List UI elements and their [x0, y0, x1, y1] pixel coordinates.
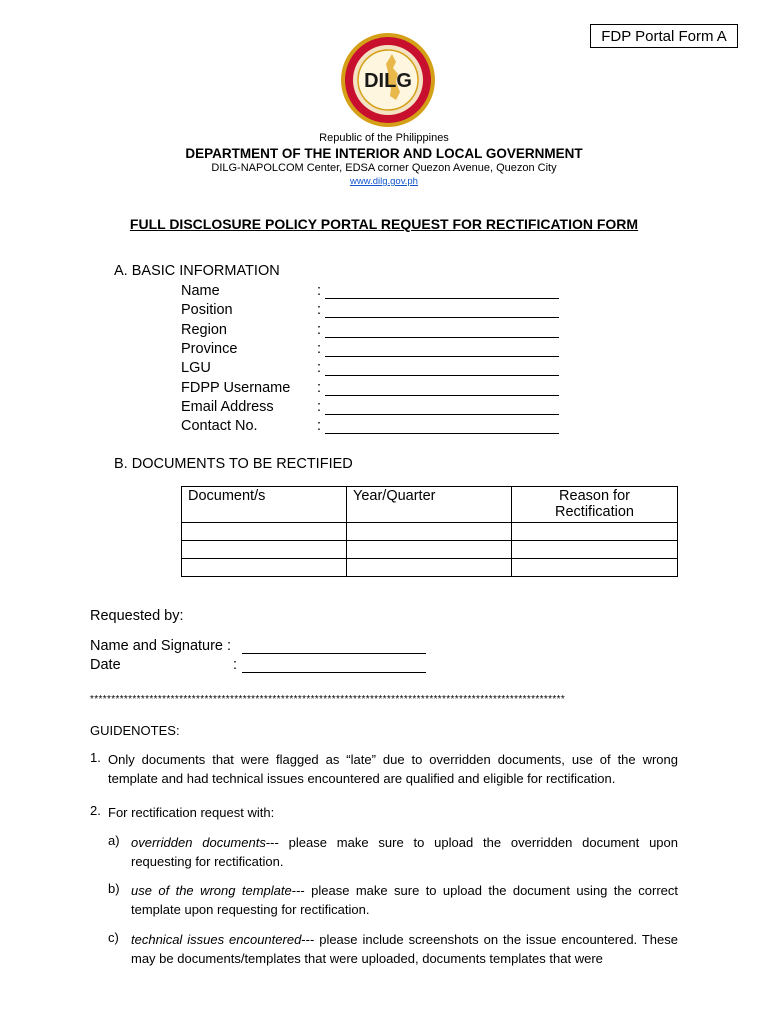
department-name: DEPARTMENT OF THE INTERIOR AND LOCAL GOVERNMENT	[185, 146, 583, 161]
date-colon: :	[233, 657, 238, 673]
position-field-line[interactable]	[325, 317, 559, 318]
field-colon: :	[317, 302, 322, 318]
field-colon: :	[317, 283, 322, 299]
table-cell[interactable]	[512, 541, 678, 559]
region-field-line[interactable]	[325, 337, 559, 338]
sub-item-term: technical issues encountered	[131, 932, 302, 947]
column-header-year-quarter: Year/Quarter	[347, 487, 512, 523]
field-label-fdpp-username: FDPP Username	[181, 380, 291, 396]
name-field-line[interactable]	[325, 298, 559, 299]
field-colon: :	[317, 418, 322, 434]
table-cell[interactable]	[182, 523, 347, 541]
sub-item-term: use of the wrong template	[131, 883, 292, 898]
table-cell[interactable]	[512, 559, 678, 577]
sub-item-term: overridden documents	[131, 835, 266, 850]
contact-no-field-line[interactable]	[325, 433, 559, 434]
item-number: 1.	[90, 750, 101, 765]
department-address: DILG-NAPOLCOM Center, EDSA corner Quezon Avenue, Quezon City	[211, 162, 557, 174]
table-cell[interactable]	[347, 523, 512, 541]
field-label-position: Position	[181, 302, 233, 318]
table-cell[interactable]	[512, 523, 678, 541]
table-row	[182, 541, 678, 559]
requested-by-label: Requested by:	[90, 608, 184, 624]
separator: ****************************************************************************************************************	[90, 694, 566, 705]
guidenotes-title: GUIDENOTES:	[90, 723, 180, 738]
field-label-lgu: LGU	[181, 360, 211, 376]
dilg-seal-logo	[340, 32, 436, 128]
svg-text:DILG: DILG	[364, 70, 412, 92]
guidenote-2b	[131, 881, 678, 919]
guidenote-1: Only documents that were flagged as “late” due to overridden documents, use of the wrong template and had technical issues encountered are qualified and eligible for rectification.	[108, 752, 678, 786]
documents-table	[181, 486, 678, 577]
sub-item-label: a)	[108, 833, 120, 848]
form-title: FULL DISCLOSURE POLICY PORTAL REQUEST FOR RECTIFICATION FORM	[129, 216, 639, 232]
guidenote-2: For rectification request with:	[108, 805, 275, 820]
website-link[interactable]: www.dilg.gov.ph	[350, 176, 418, 187]
sub-item-label: c)	[108, 930, 119, 945]
lgu-field-line[interactable]	[325, 375, 559, 376]
column-header-documents: Document/s	[182, 487, 347, 523]
date-label: Date	[90, 657, 121, 673]
table-cell[interactable]	[182, 541, 347, 559]
field-colon: :	[317, 322, 322, 338]
column-header-reason: Reason for Rectification	[512, 487, 678, 523]
email-address-field-line[interactable]	[325, 414, 559, 415]
field-colon: :	[317, 360, 322, 376]
province-field-line[interactable]	[325, 356, 559, 357]
field-colon: :	[317, 341, 322, 357]
table-row	[182, 523, 678, 541]
sub-item-text: --- please include screenshots on the issue encountered. These may be documents/templates that were uploaded, documents templates that were	[131, 932, 678, 966]
sub-item-label: b)	[108, 881, 120, 896]
field-colon: :	[317, 399, 322, 415]
republic-text: Republic of the Philippines	[319, 132, 449, 144]
fdpp-username-field-line[interactable]	[325, 395, 559, 396]
sub-item-text: --- please make sure to upload the document using the correct template upon requesting for rectification.	[131, 883, 678, 917]
name-signature-label: Name and Signature :	[90, 638, 232, 654]
sub-item-text: --- please make sure to upload the overridden document upon requesting for rectification.	[131, 835, 678, 869]
guidenote-2c	[131, 930, 678, 968]
field-label-region: Region	[181, 322, 227, 338]
date-line[interactable]	[242, 672, 426, 673]
item-number: 2.	[90, 803, 101, 818]
guidenote-2a	[131, 833, 678, 871]
section-b-heading: B. DOCUMENTS TO BE RECTIFIED	[114, 456, 353, 472]
section-a-heading: A. BASIC INFORMATION	[114, 263, 280, 279]
form-tag: FDP Portal Form A	[590, 24, 738, 48]
table-row	[182, 559, 678, 577]
field-label-province: Province	[181, 341, 238, 357]
field-label-name: Name	[181, 283, 220, 299]
name-signature-line[interactable]	[242, 653, 426, 654]
table-cell[interactable]	[182, 559, 347, 577]
field-colon: :	[317, 380, 322, 396]
field-label-contact-no: Contact No.	[181, 418, 258, 434]
table-cell[interactable]	[347, 559, 512, 577]
table-cell[interactable]	[347, 541, 512, 559]
field-label-email-address: Email Address	[181, 399, 274, 415]
